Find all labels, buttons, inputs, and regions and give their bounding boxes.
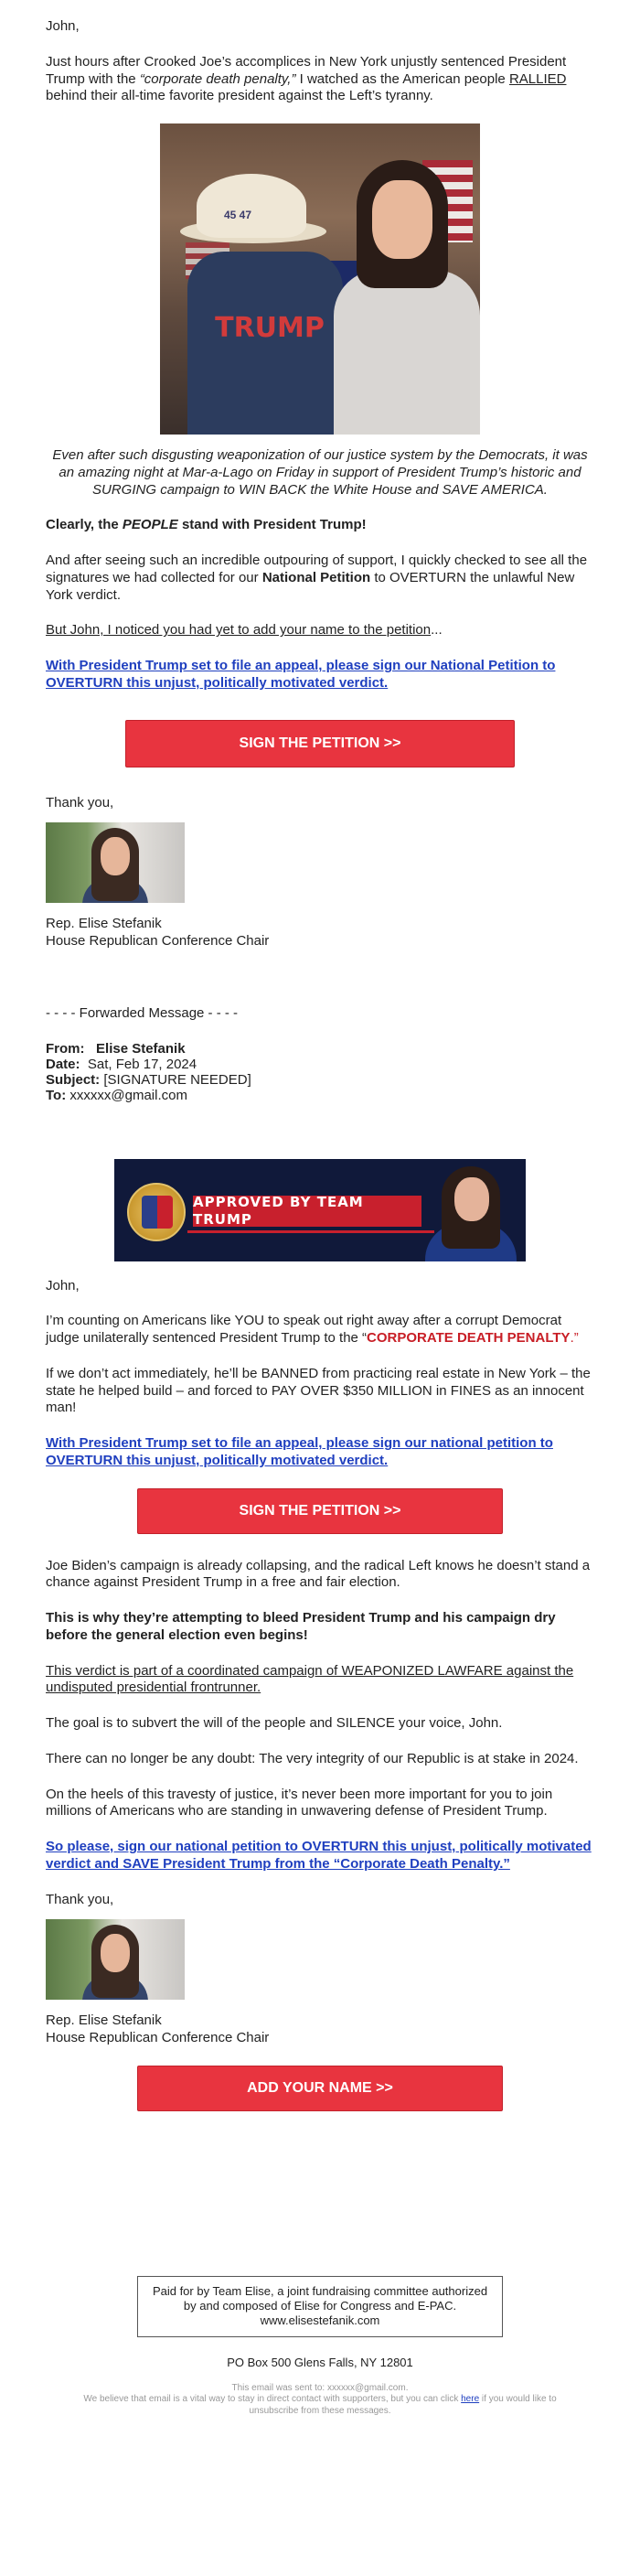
petition-link-paragraph-1 (46, 658, 594, 692)
intro-paragraph: Just hours after Crooked Joe’s accomplices in New York unjustly sentenced President Trump with the “corporate death penalty,” I watched as the American people RALLIED behind their all-time favorite president against the Left’s tyranny. (46, 53, 567, 104)
team-trump-banner (114, 1159, 526, 1261)
greeting: John, (46, 18, 80, 34)
petition-link-paragraph-3 (46, 1839, 594, 1873)
approved-banner-text: APPROVED BY TEAM TRUMP (193, 1196, 421, 1227)
signature-title-1: House Republican Conference Chair (46, 933, 270, 949)
rally-photo (160, 123, 480, 435)
banned-paragraph: If we don’t act immediately, he’ll be BANNED from practicing real estate in New York – the state he helped build – and forced to PAY OVER $350 MILLION in FINES as an innocent man! (46, 1365, 591, 1416)
shirt-text: TRUMP (215, 312, 325, 344)
clearly-paragraph: Clearly, the PEOPLE stand with President Trump! (46, 517, 367, 533)
forwarded-meta: From: Elise Stefanik Date: Sat, Feb 17, 2024 Subject: [SIGNATURE NEEDED] To: xxxxxx@gmail.com (46, 1040, 251, 1104)
petition-link-3[interactable]: So please, sign our national petition to OVERTURN this unjust, politically motivated verdict and SAVE President Trump from the “Corporate Death Penalty.” (46, 1839, 592, 1872)
unsubscribe-notice: We believe that email is a vital way to stay in direct contact with supporters, but you can click here if you would like to unsubscribe from these messages. (83, 2394, 557, 2416)
goal-paragraph: The goal is to subvert the will of the people and SILENCE your voice, John. (46, 1715, 503, 1731)
button-row-2 (46, 1488, 594, 1534)
petition-link-1[interactable]: With President Trump set to file an appeal, please sign our National Petition to OVERTURN this unjust, politically motivated verdict. (46, 658, 556, 691)
signature-name-2: Rep. Elise Stefanik (46, 2012, 162, 2029)
collapsing-paragraph: Joe Biden’s campaign is already collapsing, and the radical Left knows he doesn’t stand a chance against President Trump in a free and fair election. (46, 1557, 591, 1591)
petition-link-paragraph-2 (46, 1435, 594, 1470)
paid-for-disclaimer: Paid for by Team Elise, a joint fundraising committee authorized by and composed of Elise for Congress and E-PAC. www.elisestefanik.com (137, 2276, 503, 2337)
thanks-1: Thank you, (46, 794, 114, 810)
button-row-3 (46, 2066, 594, 2111)
sign-petition-button-1[interactable]: SIGN THE PETITION >> (125, 720, 515, 767)
signature-name-1: Rep. Elise Stefanik (46, 916, 162, 932)
rallied-text: RALLIED (508, 70, 567, 87)
stefanik-headshot-1 (46, 822, 185, 903)
hat-text: 45 47 (224, 209, 252, 221)
sign-petition-button-2[interactable]: SIGN THE PETITION >> (137, 1488, 503, 1534)
sent-to-notice: This email was sent to: xxxxxx@gmail.com. (231, 2382, 409, 2393)
team-trump-seal-icon (127, 1183, 186, 1241)
bleed-paragraph: This is why they’re attempting to bleed President Trump and his campaign dry before the general election even begins! (46, 1610, 556, 1643)
po-box-address: PO Box 500 Glens Falls, NY 12801 (227, 2355, 413, 2369)
unsubscribe-link[interactable]: here (461, 2394, 480, 2405)
woman-face (372, 180, 432, 259)
outpouring-paragraph: And after seeing such an incredible outpouring of support, I quickly checked to see all the signatures we had collected for our National Petition to OVERTURN the unlawful New York verdict. (46, 553, 588, 603)
woman-body (334, 270, 480, 435)
subject-value: [SIGNATURE NEEDED] (103, 1072, 251, 1088)
thanks-2: Thank you, (46, 1891, 114, 1907)
petition-link-2[interactable]: With President Trump set to file an appeal, please sign our national petition to OVERTURN this unjust, politically motivated verdict. (46, 1435, 553, 1468)
heels-paragraph: On the heels of this travesty of justice, it’s never been more important for you to join millions of Americans who are standing in unwavering defense of President Trump. (46, 1786, 553, 1819)
verdict-paragraph: This verdict is part of a coordinated campaign of WEAPONIZED LAWFARE against the undisputed presidential frontrunner. (46, 1662, 574, 1696)
signature-title-2: House Republican Conference Chair (46, 2030, 270, 2045)
rally-photo-container (46, 123, 594, 435)
date-value: Sat, Feb 17, 2024 (87, 1056, 197, 1072)
from-value: Elise Stefanik (96, 1040, 186, 1057)
footer-fine-print (46, 2383, 594, 2418)
stefanik-headshot-2 (46, 1919, 185, 2000)
greeting-2: John, (46, 1277, 80, 1293)
team-trump-banner-container (46, 1159, 594, 1261)
add-your-name-button[interactable]: ADD YOUR NAME >> (137, 2066, 503, 2111)
paid-for-box-container (46, 2276, 594, 2337)
forwarded-header: - - - - Forwarded Message - - - - (46, 1004, 239, 1021)
noticed-paragraph: But John, I noticed you had yet to add your name to the petition... (46, 622, 443, 639)
intro-quote: “corporate death penalty,” (139, 70, 296, 87)
photo-caption: Even after such disgusting weaponization of our justice system by the Democrats, it was an amazing night at Mar-a-Lago on Friday in support of President Trump’s historic and SURGING campaign to WIN BACK the White House and SAVE AMERICA. (52, 447, 588, 498)
cowboy-hat (197, 174, 306, 238)
doubt-paragraph: There can no longer be any doubt: The very integrity of our Republic is at stake in 2024. (46, 1750, 579, 1766)
counting-paragraph: I’m counting on Americans like YOU to speak out right away after a corrupt Democrat judge unilaterally sentenced President Trump to the “CORPORATE DEATH PENALTY.” (46, 1313, 579, 1346)
to-value: xxxxxx@gmail.com (69, 1088, 187, 1104)
button-row-1 (46, 720, 594, 767)
